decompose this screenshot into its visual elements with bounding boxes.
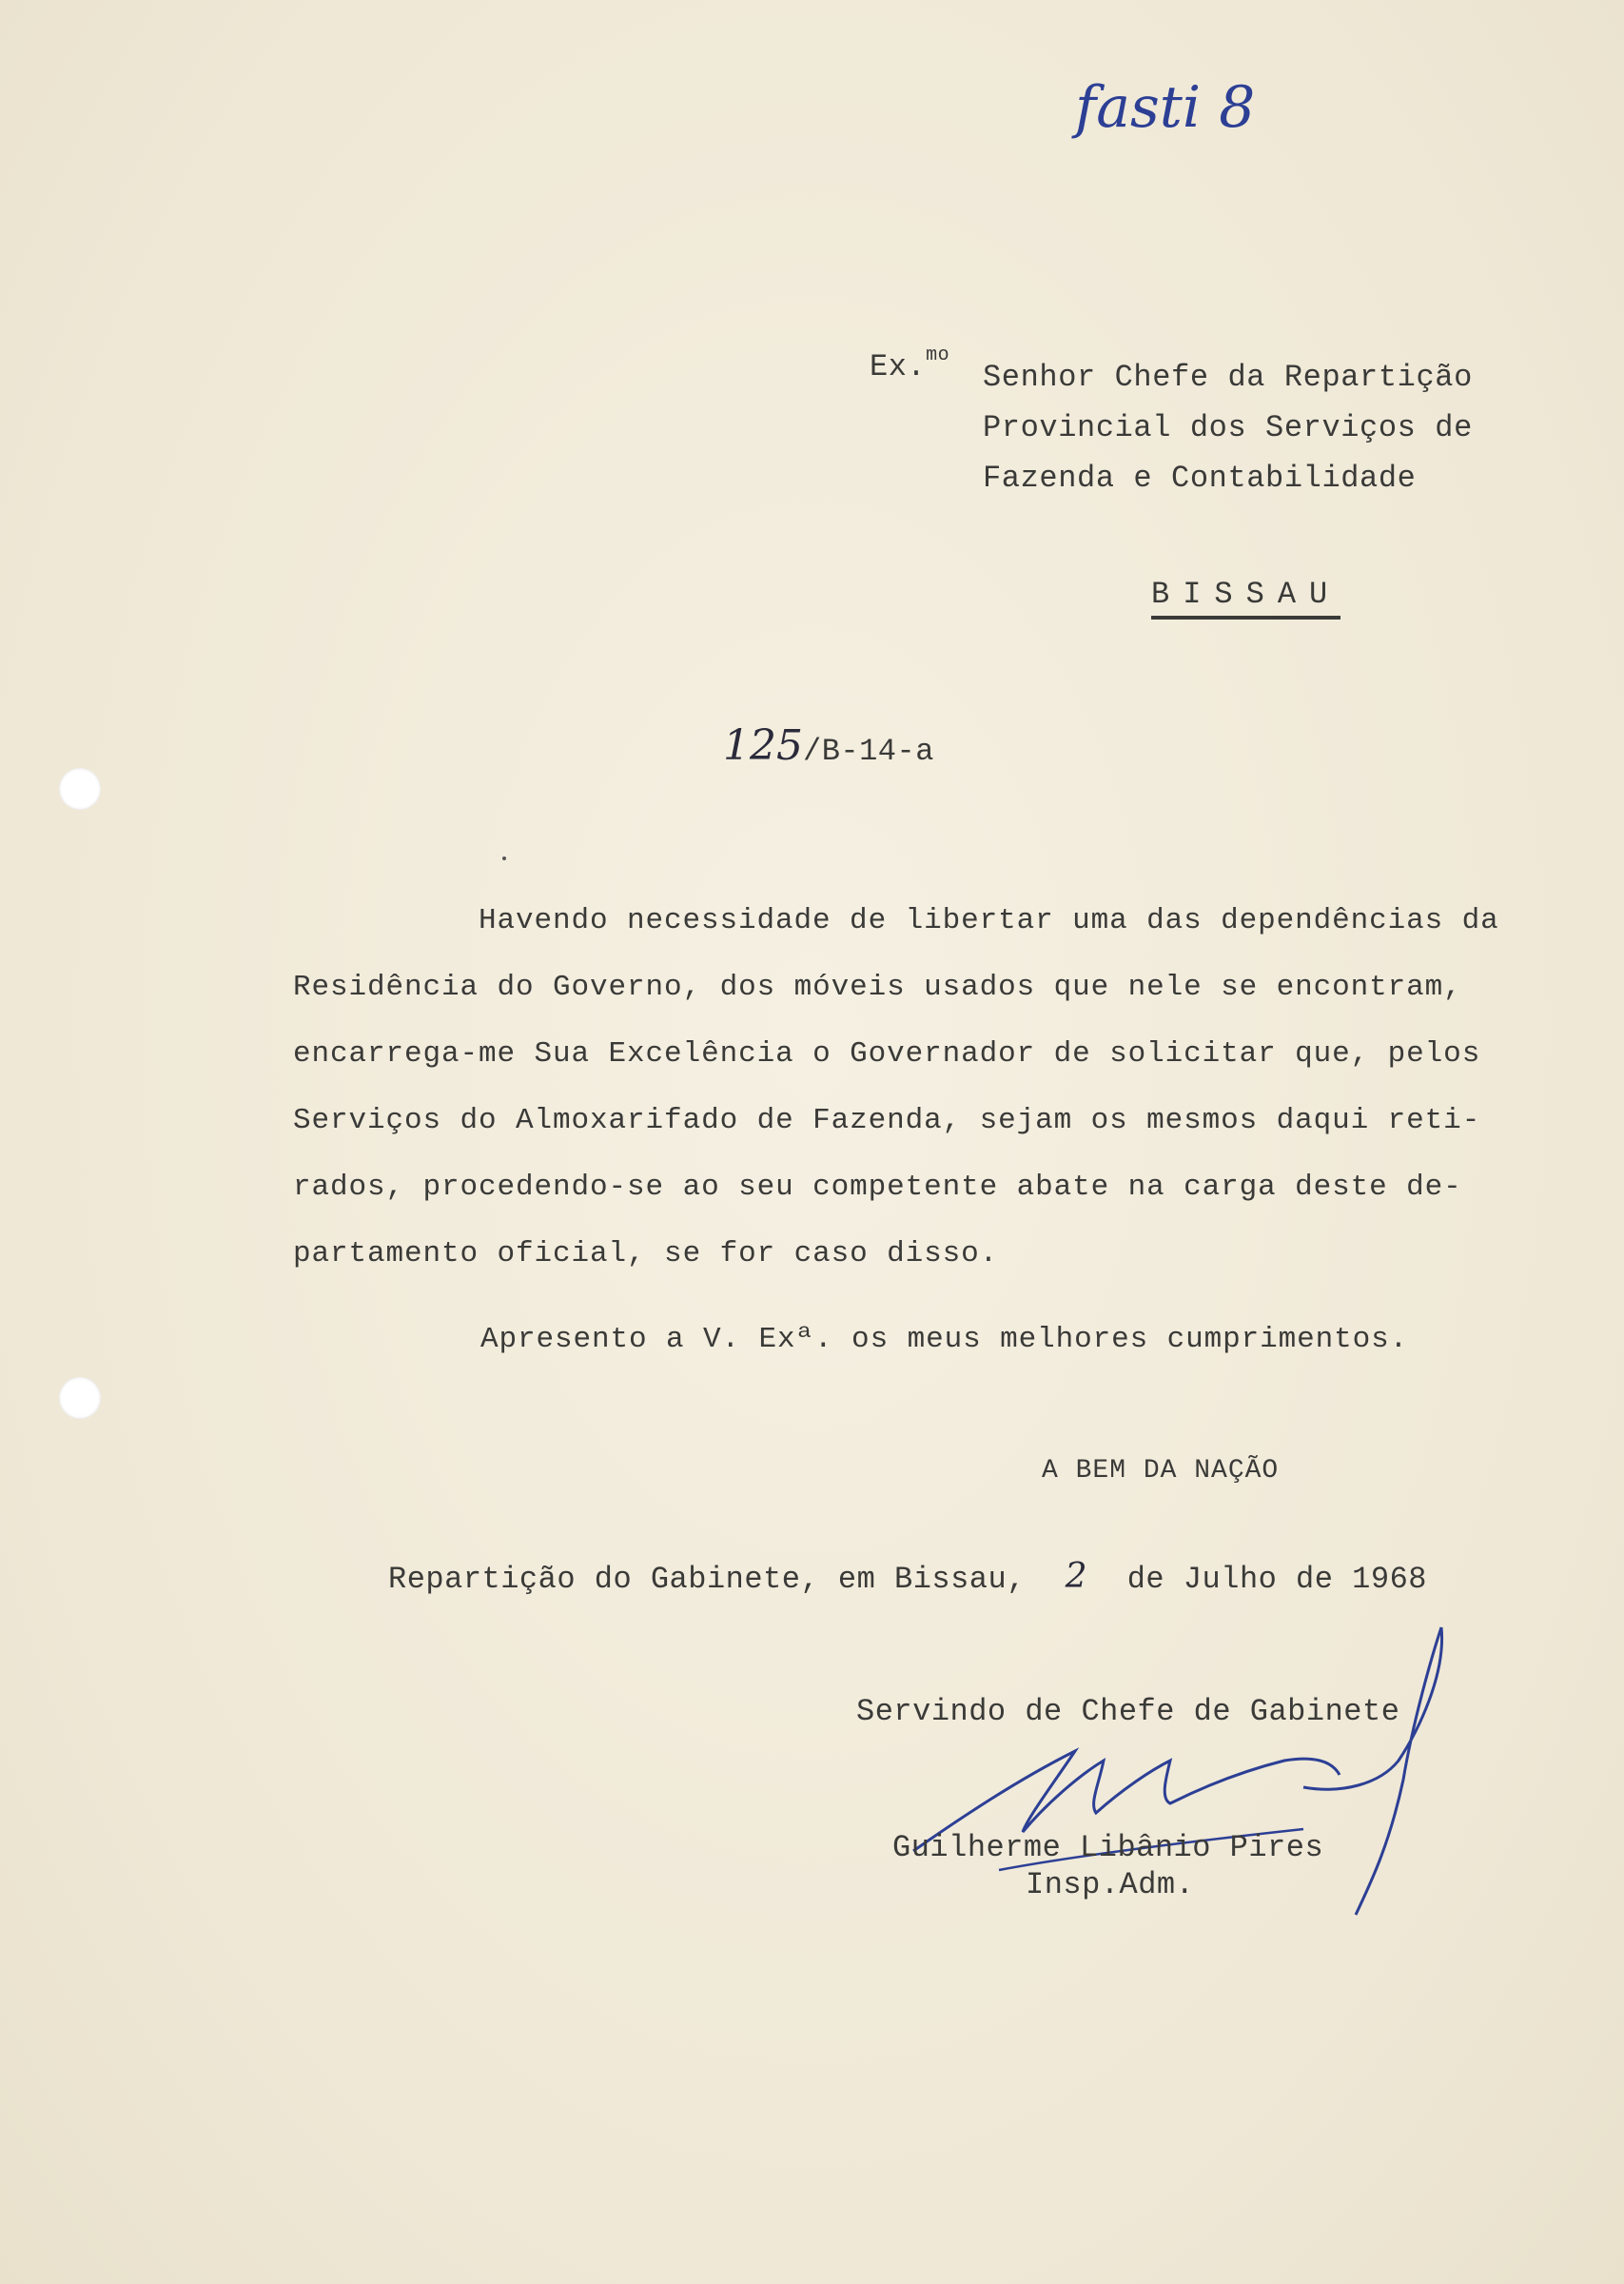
ink-speck: [502, 856, 506, 860]
body-line-5: rados, procedendo-se ao seu competente abate na carga deste de-: [293, 1171, 1462, 1204]
body-line-4: Serviços do Almoxarifado de Fazenda, sejam os mesmos daqui reti-: [293, 1104, 1481, 1137]
address-line-3: Fazenda e Contabilidade: [983, 461, 1417, 496]
body-line-2: Residência do Governo, dos móveis usados que nele se encontram,: [293, 971, 1462, 1004]
address-line-2: Provincial dos Serviços de: [983, 410, 1473, 445]
signatory-title: Insp.Adm.: [1026, 1867, 1195, 1902]
body-line-6: partamento oficial, se for caso disso.: [293, 1237, 999, 1270]
signature-role: Servindo de Chefe de Gabinete: [856, 1694, 1400, 1729]
handwritten-annotation: fasti 8: [1075, 74, 1256, 141]
address-line-1: Senhor Chefe da Repartição: [983, 360, 1473, 395]
salutation: Ex.$^{mo}$: [870, 345, 950, 384]
punch-hole-bottom: [59, 1377, 101, 1419]
signatory-name: Guilherme Libânio Pires: [892, 1830, 1324, 1865]
reference-number: 125/B-14-a: [723, 721, 934, 770]
dateline: Repartição do Gabinete, em Bissau, 2 de Julho de 1968: [388, 1557, 1427, 1597]
closing-line: Apresento a V. Exª. os meus melhores cumprimentos.: [480, 1323, 1409, 1356]
body-line-3: encarrega-me Sua Excelência o Governador de solicitar que, pelos: [293, 1037, 1481, 1071]
motto: A BEM DA NAÇÃO: [1042, 1456, 1280, 1486]
body-line-1: Havendo necessidade de libertar uma das dependências da: [479, 904, 1499, 937]
address-city: BISSAU: [1151, 577, 1340, 612]
punch-hole-top: [59, 768, 101, 810]
